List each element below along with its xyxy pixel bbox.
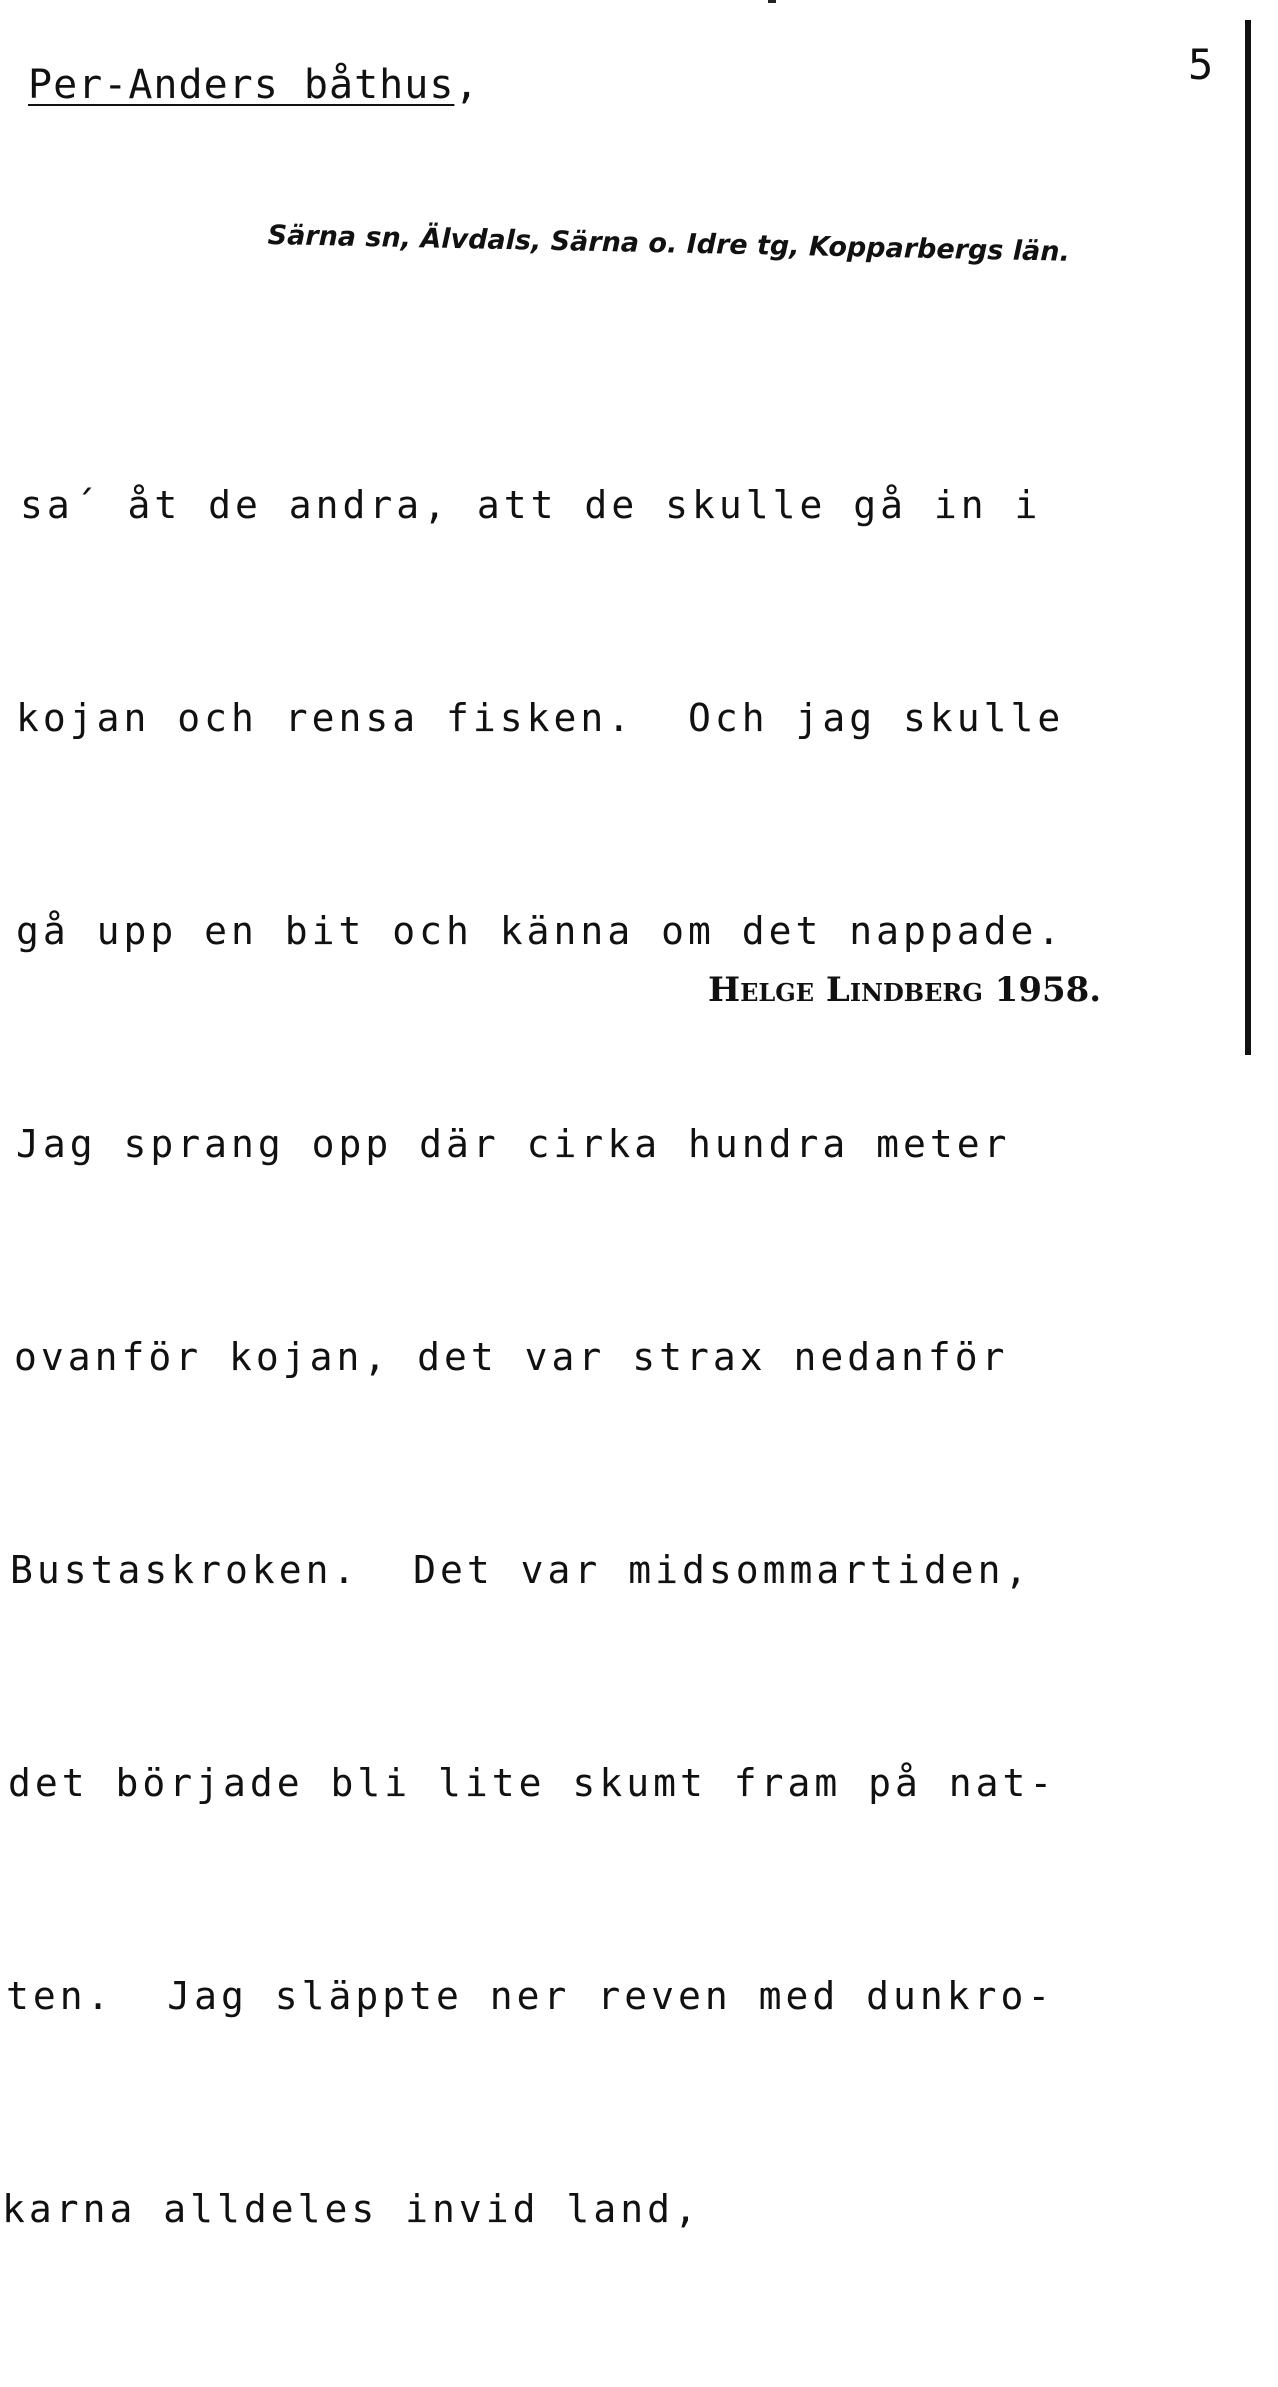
typewritten-body	[2, 328, 1065, 2387]
body-line: karna alldeles invid land,	[2, 2187, 701, 2231]
body-line: sa´ åt de andra, att de skulle gå in i	[20, 483, 1042, 527]
heading-title: Per-Anders båthus	[28, 62, 455, 108]
body-line: ovanför kojan, det var strax nedanför	[14, 1335, 1009, 1379]
page-number: 5	[1188, 40, 1214, 89]
margin-rule	[1245, 20, 1251, 1055]
heading-comma: ,	[454, 62, 480, 108]
body-line: gå upp en bit och känna om det nappade.	[16, 909, 1065, 953]
location-line: Särna sn, Älvdals, Särna o. Idre tg, Kopparbergs län.	[267, 220, 1071, 268]
body-line: kojan och rensa fisken. Och jag skulle	[16, 696, 1065, 740]
scan-mark	[768, 0, 776, 3]
author-credit: Helge Lindberg 1958.	[708, 970, 1102, 1010]
body-line: Jag sprang opp där cirka hundra meter	[16, 1122, 1011, 1166]
body-line: Bustaskroken. Det var midsommartiden,	[10, 1548, 1032, 1592]
body-line: det började bli lite skumt fram på nat-	[8, 1761, 1057, 1805]
document-heading	[28, 62, 480, 108]
body-line: ten. Jag släppte ner reven med dunkro-	[6, 1974, 1055, 2018]
